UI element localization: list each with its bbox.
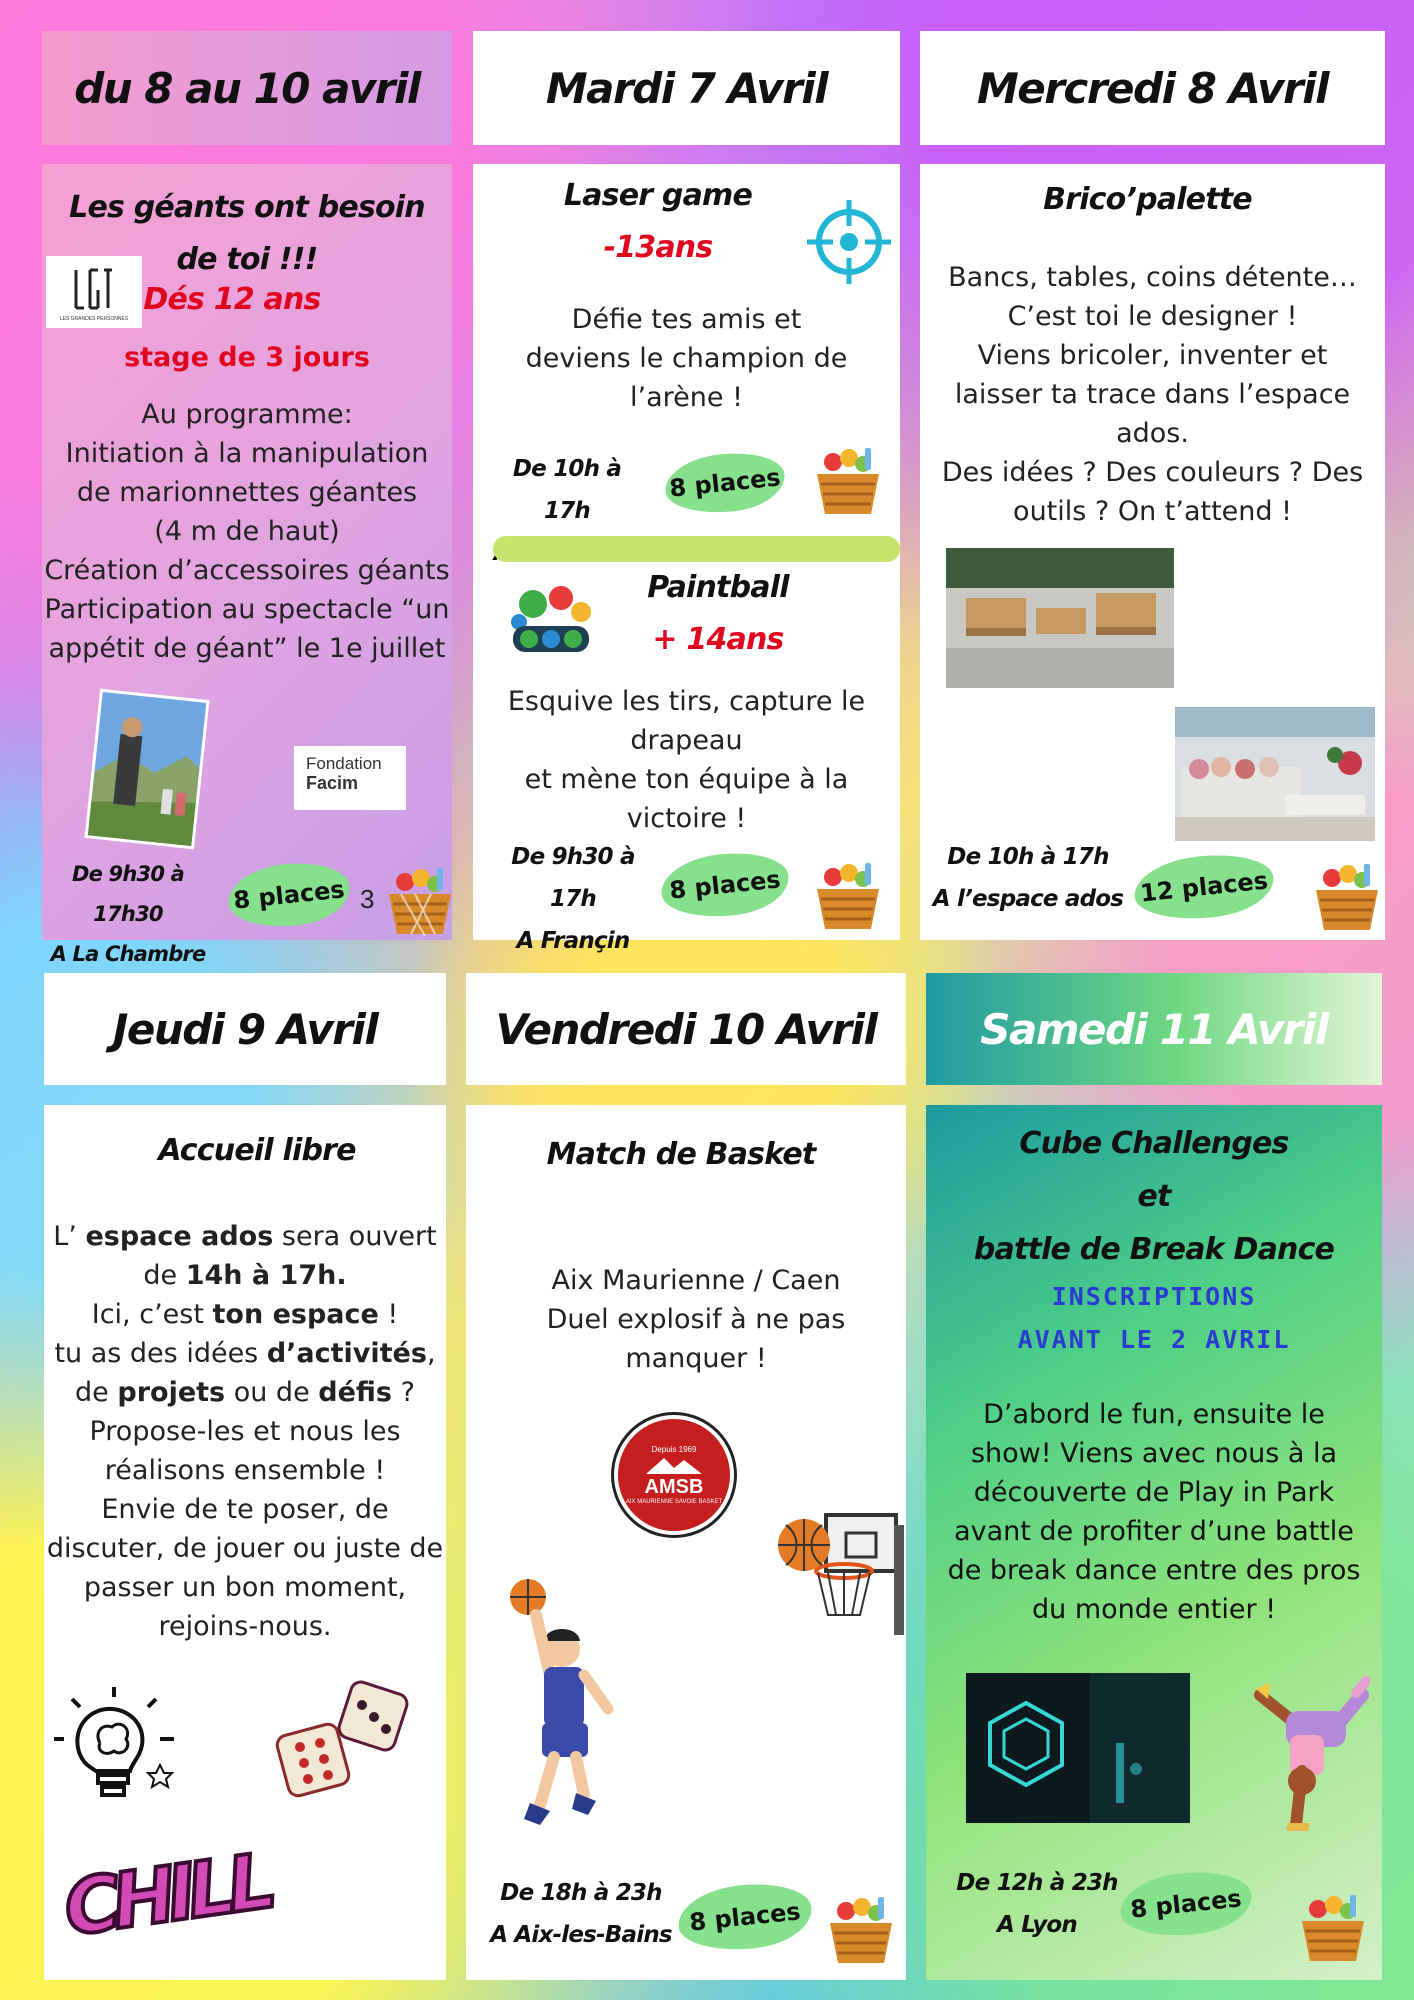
laser-places-text: 8 places: [668, 463, 782, 503]
brico-desc-line: laisser ta trace dans l’espace: [954, 379, 1351, 410]
paintball-desc-line: drapeau: [630, 725, 743, 756]
laser-desc-line: Défie tes amis et: [571, 304, 802, 335]
amsb-logo-top: Depuis 1969: [651, 1445, 697, 1454]
laser-desc-line: deviens le champion de: [525, 343, 848, 374]
pallet-furniture-photo-2: [1175, 707, 1375, 841]
accueil-l5a: de: [75, 1377, 118, 1408]
paintball-desc-line: victoire !: [626, 803, 747, 834]
paintball-desc-line: Esquive les tirs, capture le: [507, 686, 866, 717]
header-mardi-text: Mardi 7 Avril: [545, 63, 828, 113]
brico-time: De 10h à 17h: [947, 844, 1109, 870]
stage-program-line: Création d’accessoires géants: [44, 555, 450, 586]
stage-card: [42, 164, 452, 966]
cube-time: De 12h à 23h: [956, 1870, 1118, 1896]
dice-icon: [274, 1677, 424, 1807]
cube-title-line2: et: [1137, 1179, 1171, 1214]
stage-program-line: Au programme:: [141, 399, 353, 430]
accueil-l2b: 14h à 17h.: [185, 1260, 347, 1291]
paintball-places-text: 8 places: [668, 865, 782, 905]
laser-desc: [473, 300, 900, 417]
laser-time: De 10h à 17h: [512, 456, 622, 524]
brico-desc-line: outils ? On t’attend !: [1013, 496, 1292, 527]
accueil-l1a: L’: [53, 1221, 86, 1252]
accueil-l5e: ?: [392, 1377, 415, 1408]
crosshair-icon: [799, 192, 899, 292]
brico-places-text: 12 places: [1138, 866, 1270, 908]
accueil-title: Accueil libre: [158, 1133, 356, 1168]
fondation-facim-line2: Facim: [306, 773, 359, 793]
stage-program: [42, 395, 452, 668]
cube-title-line1: Cube Challenges: [1019, 1126, 1289, 1161]
stage-program-line: Participation au spectacle “un: [44, 594, 450, 625]
section-divider: [493, 536, 900, 562]
cube-when-where: [952, 1862, 1122, 1946]
header-stage-dates-text: du 8 au 10 avril: [74, 63, 420, 113]
basket-desc: [496, 1261, 896, 1378]
picnic-basket-icon: [385, 864, 455, 936]
basket-title: Match de Basket: [546, 1137, 816, 1172]
basketball-hoop-icon: [774, 1505, 906, 1635]
brico-desc-line: Viens bricoler, inventer et: [977, 340, 1328, 371]
cube-places-badge: [1117, 1866, 1255, 1941]
basket-places-text: 8 places: [688, 1897, 802, 1937]
accueil-l1c: sera ouvert: [273, 1221, 437, 1252]
stage-places-text: 8 places: [232, 875, 346, 915]
cube-title: [926, 1117, 1382, 1276]
cube-desc-line: avant de profiter d’une battle: [954, 1516, 1354, 1547]
paintball-when-where: [493, 836, 653, 962]
stage-place: A La Chambre: [50, 942, 206, 966]
basketball-player-icon: [500, 1575, 630, 1855]
chill-graffiti-text: CHILL: [58, 1836, 274, 1953]
accueil-desc: [44, 1217, 446, 1646]
brico-title: Brico’palette: [1043, 182, 1252, 217]
stage-title-line1: Les géants ont besoin: [69, 190, 425, 225]
accueil-l5b: projets: [117, 1377, 226, 1408]
accueil-l4a: tu as des idées: [54, 1338, 267, 1369]
accueil-desc-line: Propose-les et nous les: [89, 1416, 401, 1447]
brico-desc-line: C’est toi le designer !: [1007, 301, 1298, 332]
accueil-l3c: !: [378, 1299, 399, 1330]
accueil-l4c: ,: [426, 1338, 436, 1369]
brico-desc: [920, 258, 1385, 531]
brico-desc-line: Bancs, tables, coins détente…: [948, 262, 1357, 293]
amsb-logo: [614, 1415, 734, 1535]
laser-desc-line: l’arène !: [630, 382, 743, 413]
picnic-basket-icon: [826, 1893, 896, 1965]
chill-graffiti: [58, 1829, 284, 1959]
cube-desc-line: découverte de Play in Park: [973, 1477, 1335, 1508]
accueil-desc-line: passer un bon moment,: [83, 1572, 407, 1603]
cube-inscriptions-line1: INSCRIPTIONS: [1051, 1282, 1257, 1311]
basket-places-badge: [675, 1878, 815, 1956]
stage-program-line: de marionnettes géantes: [76, 477, 418, 508]
accueil-l2a: de: [143, 1260, 186, 1291]
basket-time: De 18h à 23h: [500, 1880, 662, 1906]
amsb-logo-mid: AMSB: [644, 1476, 704, 1498]
stage-age: Dés 12 ans: [143, 282, 321, 317]
cube-places-text: 8 places: [1129, 1884, 1243, 1924]
basket-desc-line: Duel explosif à ne pas: [546, 1304, 846, 1335]
brico-desc-line: ados.: [1116, 418, 1189, 449]
brico-places-badge: [1131, 849, 1277, 925]
basket-desc-line: manquer !: [625, 1343, 767, 1374]
mercredi-card: [920, 164, 1385, 940]
stage-program-line: Initiation à la manipulation: [65, 438, 429, 469]
picnic-basket-icon: [1298, 1891, 1368, 1963]
stage-places-badge: [225, 858, 353, 932]
paintball-places-badge: [658, 847, 792, 922]
fondation-facim-logo: [294, 746, 406, 810]
cube-desc-line: show! Viens avec nous à la: [970, 1438, 1338, 1469]
accueil-desc-line: réalisons ensemble !: [104, 1455, 386, 1486]
paintball-desc-line: et mène ton équipe à la: [524, 764, 849, 795]
laser-age: -13ans: [603, 230, 713, 265]
accueil-l5c: ou de: [225, 1377, 319, 1408]
brico-desc-line: Des idées ? Des couleurs ? Des: [941, 457, 1364, 488]
paintball-desc: [473, 682, 900, 838]
giant-puppet-photo: [84, 689, 209, 850]
stage-time: De 9h30 à 17h30: [71, 862, 185, 926]
cube-inscriptions-line2: AVANT LE 2 AVRIL: [1017, 1325, 1291, 1354]
stage-when-where: [38, 854, 218, 974]
header-samedi-text: Samedi 11 Avril: [980, 1004, 1328, 1054]
cube-inscriptions: [926, 1275, 1382, 1361]
cube-desc: [926, 1395, 1382, 1629]
accueil-desc-line: Envie de te poser, de: [101, 1494, 389, 1525]
picnic-basket-icon: [813, 859, 883, 931]
laser-title: Laser game: [563, 178, 753, 213]
mardi-card: [473, 164, 900, 954]
brico-when-where: [928, 836, 1128, 920]
vendredi-card: [466, 1105, 906, 1980]
pallet-furniture-photo-1: [946, 548, 1174, 688]
header-vendredi: [466, 973, 906, 1085]
header-samedi: [926, 973, 1382, 1085]
paintball-time: De 9h30 à 17h: [511, 844, 635, 912]
header-mercredi-text: Mercredi 8 Avril: [976, 63, 1329, 113]
accueil-desc-line: discuter, de jouer ou juste de: [46, 1533, 444, 1564]
header-vendredi-text: Vendredi 10 Avril: [495, 1004, 877, 1054]
accueil-l4b: d’activités: [266, 1338, 427, 1369]
laser-places-badge: [662, 448, 787, 518]
cube-challenge-photo: [966, 1673, 1190, 1823]
picnic-basket-icon: [813, 444, 883, 516]
samedi-card: [926, 1105, 1382, 1980]
basket-desc-line: Aix Maurienne / Caen: [551, 1265, 841, 1296]
picnic-basket-icon: [1312, 860, 1382, 932]
accueil-l1b: espace ados: [85, 1221, 274, 1252]
paintball-title: Paintball: [647, 570, 789, 605]
accueil-l5d: défis: [318, 1377, 393, 1408]
breakdancer-icon: [1246, 1675, 1370, 1835]
paintball-place: A Françin: [516, 928, 630, 954]
header-stage-dates: [42, 31, 452, 145]
amsb-logo-bottom: AIX MAURIENNE SAVOIE BASKET: [625, 1499, 723, 1505]
les-grandes-personnes-logo-text: LES GRANDES PERSONNES: [59, 316, 129, 322]
header-jeudi-text: Jeudi 9 Avril: [112, 1004, 378, 1054]
stage-program-line: appétit de géant” le 1e juillet: [48, 633, 446, 664]
cube-desc-line: de break dance entre des pros: [947, 1555, 1361, 1586]
cube-title-line3: battle de Break Dance: [973, 1232, 1335, 1267]
header-mardi: [473, 31, 900, 145]
paintball-age: + 14ans: [652, 622, 784, 657]
cube-desc-line: du monde entier !: [1031, 1594, 1277, 1625]
stage-duration: stage de 3 jours: [124, 342, 370, 373]
fondation-facim-line1: Fondation: [306, 754, 382, 773]
accueil-desc-line: rejoins-nous.: [158, 1611, 332, 1642]
stage-extra-number: 3: [360, 884, 375, 914]
cube-desc-line: D’abord le fun, ensuite le: [983, 1399, 1325, 1430]
stage-program-line: (4 m de haut): [154, 516, 340, 547]
stage-title-line2: de toi !!!: [176, 242, 318, 277]
jeudi-card: [44, 1105, 446, 1980]
basket-when-where: [486, 1872, 676, 1956]
header-jeudi: [44, 973, 446, 1085]
basket-place: A Aix-les-Bains: [490, 1922, 672, 1948]
header-mercredi: [920, 31, 1385, 145]
accueil-l3b: ton espace: [212, 1299, 379, 1330]
cube-place: A Lyon: [997, 1912, 1077, 1938]
lightbulb-brain-icon: [50, 1683, 180, 1813]
brico-place: A l’espace ados: [932, 886, 1124, 912]
accueil-l3a: Ici, c’est: [91, 1299, 213, 1330]
